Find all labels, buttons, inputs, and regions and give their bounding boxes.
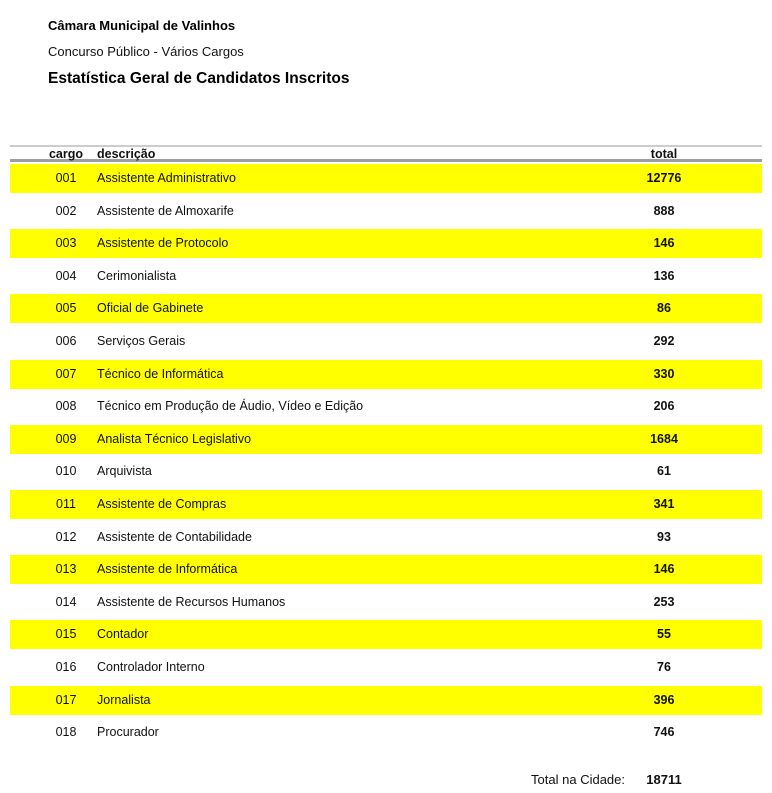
row-cargo: 005 xyxy=(55,301,77,316)
row-total: 146 xyxy=(653,562,675,577)
row-cargo: 015 xyxy=(55,627,77,642)
table-row xyxy=(10,457,762,486)
row-cargo: 006 xyxy=(55,333,77,348)
column-header-total: total xyxy=(650,147,678,161)
row-descricao: Assistente Administrativo xyxy=(97,171,236,185)
table-row xyxy=(10,294,762,323)
table-row xyxy=(10,229,762,258)
row-total: 253 xyxy=(653,594,675,609)
row-descricao: Assistente de Protocolo xyxy=(97,236,229,251)
row-total: 396 xyxy=(653,692,675,707)
contest-subtitle: Concurso Público - Vários Cargos xyxy=(48,44,244,59)
table-body xyxy=(10,164,762,747)
table-row xyxy=(10,392,762,421)
row-total: 206 xyxy=(653,399,675,414)
row-descricao: Oficial de Gabinete xyxy=(97,301,204,316)
row-descricao: Assistente de Recursos Humanos xyxy=(97,594,286,609)
city-total-label: Total na Cidade: xyxy=(531,772,625,787)
row-descricao: Técnico de Informática xyxy=(97,366,224,381)
row-cargo: 012 xyxy=(55,529,77,544)
row-descricao: Cerimonialista xyxy=(97,268,177,283)
table-row xyxy=(10,620,762,649)
table-header-row xyxy=(10,147,762,162)
row-cargo: 010 xyxy=(55,464,77,479)
column-header-descricao: descrição xyxy=(97,147,156,161)
row-total: 746 xyxy=(653,725,675,740)
table-row xyxy=(10,197,762,226)
row-cargo: 016 xyxy=(55,659,77,674)
table-row xyxy=(10,555,762,584)
city-total-value: 18711 xyxy=(646,772,682,787)
row-descricao: Controlador Interno xyxy=(97,659,205,674)
table-row xyxy=(10,686,762,715)
table-row xyxy=(10,262,762,291)
row-total: 330 xyxy=(653,366,675,381)
row-cargo: 004 xyxy=(55,268,77,283)
candidates-table xyxy=(10,145,762,751)
row-cargo: 007 xyxy=(55,366,77,381)
row-cargo: 011 xyxy=(56,496,76,511)
table-row xyxy=(10,490,762,519)
row-descricao: Assistente de Contabilidade xyxy=(97,529,252,544)
row-cargo: 014 xyxy=(55,594,77,609)
row-cargo: 002 xyxy=(55,203,77,218)
row-cargo: 003 xyxy=(55,236,77,251)
city-total-row xyxy=(0,772,772,790)
row-descricao: Analista Técnico Legislativo xyxy=(97,431,252,446)
row-descricao: Arquivista xyxy=(97,464,152,479)
table-row xyxy=(10,523,762,552)
row-total: 146 xyxy=(653,236,675,251)
table-row xyxy=(10,360,762,389)
row-descricao: Contador xyxy=(97,627,149,642)
row-total: 888 xyxy=(653,203,675,218)
row-descricao: Jornalista xyxy=(97,692,151,707)
table-row xyxy=(10,588,762,617)
row-cargo: 008 xyxy=(55,399,77,414)
row-total: 341 xyxy=(653,496,675,511)
row-total: 136 xyxy=(653,268,675,283)
row-cargo: 009 xyxy=(55,431,77,446)
page-title: Estatística Geral de Candidatos Inscritos xyxy=(48,70,350,87)
table-row xyxy=(10,164,762,193)
table-row xyxy=(10,653,762,682)
row-cargo: 018 xyxy=(55,725,77,740)
table-row xyxy=(10,327,762,356)
row-cargo: 001 xyxy=(55,171,77,185)
row-descricao: Procurador xyxy=(97,725,159,740)
row-descricao: Técnico em Produção de Áudio, Vídeo e Edição xyxy=(97,399,364,414)
row-total: 76 xyxy=(657,659,671,674)
table-row xyxy=(10,425,762,454)
row-descricao: Assistente de Informática xyxy=(97,562,238,577)
row-total: 55 xyxy=(657,627,671,642)
row-total: 1684 xyxy=(650,431,678,446)
row-total: 12776 xyxy=(646,171,682,185)
row-descricao: Serviços Gerais xyxy=(97,333,186,348)
row-cargo: 017 xyxy=(55,692,77,707)
row-total: 93 xyxy=(657,529,671,544)
row-total: 86 xyxy=(657,301,671,316)
row-descricao: Assistente de Compras xyxy=(97,496,227,511)
organization-name: Câmara Municipal de Valinhos xyxy=(48,18,236,33)
row-cargo: 013 xyxy=(55,562,77,577)
row-descricao: Assistente de Almoxarife xyxy=(97,203,234,218)
row-total: 61 xyxy=(657,464,671,479)
table-row xyxy=(10,718,762,747)
column-header-cargo: cargo xyxy=(48,147,84,161)
row-total: 292 xyxy=(653,333,675,348)
